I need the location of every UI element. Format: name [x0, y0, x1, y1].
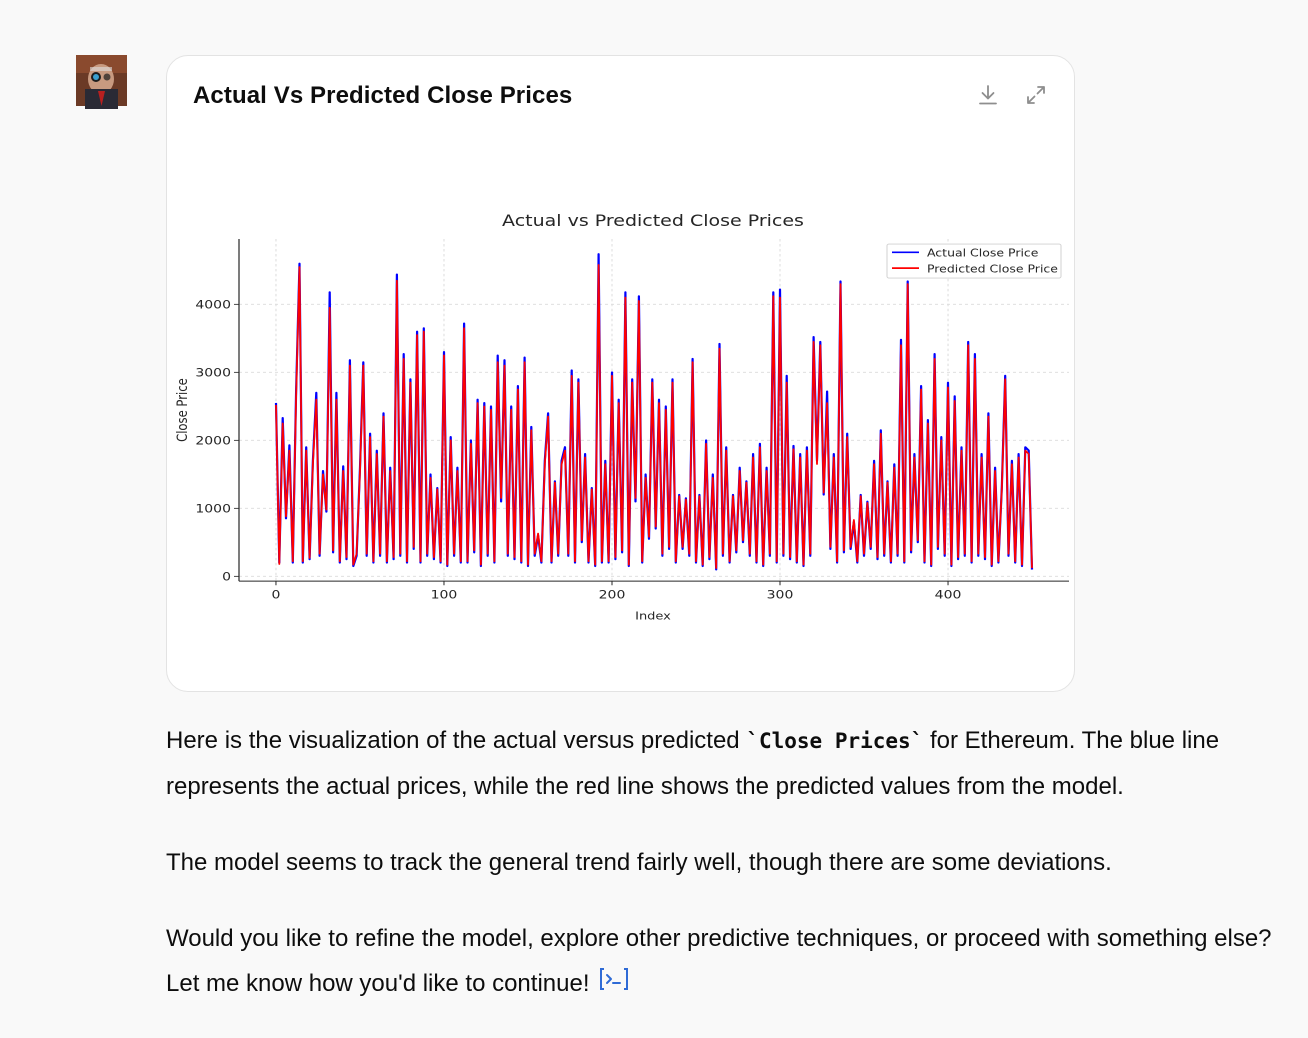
- y-tick-label: 1000: [195, 502, 231, 517]
- x-tick-label: 200: [598, 588, 626, 603]
- code-source-icon: [598, 966, 630, 992]
- avatar: [76, 55, 127, 106]
- y-tick-label: 0: [222, 570, 231, 585]
- chart-legend: [887, 244, 1061, 278]
- x-tick-label: 0: [271, 588, 281, 603]
- chart-card: [166, 55, 1075, 692]
- download-button[interactable]: [973, 80, 1003, 110]
- y-tick-label: 2000: [195, 434, 231, 449]
- chart-title: Actual vs Predicted Close Prices: [502, 212, 804, 231]
- x-tick-label: 100: [430, 588, 458, 603]
- series-line-predicted: [276, 265, 1032, 568]
- p1-text-start: Here is the visualization of the actual versus predicted: [166, 727, 747, 754]
- code-source-button[interactable]: [598, 962, 630, 1007]
- x-ticks: [272, 581, 962, 602]
- chart-series: [276, 254, 1032, 570]
- y-axis-label: Close Price: [175, 378, 192, 442]
- message-paragraph-2: The model seems to track the general trend fairly well, though there are some deviations.: [166, 849, 1112, 876]
- line-chart: [167, 166, 1074, 622]
- x-tick-label: 300: [766, 588, 794, 603]
- avatar-image: [76, 55, 127, 106]
- message-paragraph-3: [166, 916, 1276, 1007]
- legend-label-actual: Actual Close Price: [926, 246, 1039, 260]
- x-tick-label: 400: [934, 588, 962, 603]
- p3-text: Would you like to refine the model, explore other predictive techniques, or proceed with something else? Let me know how you'd like to continue!: [166, 925, 1272, 997]
- x-axis-label: Index: [635, 609, 671, 622]
- p1-text-end: for Ethereum. The blue line represents the actual prices, while the red line shows the predicted values from the model.: [166, 727, 1220, 800]
- expand-button[interactable]: [1021, 80, 1051, 110]
- message-paragraph-1: [166, 718, 1276, 809]
- y-ticks: [195, 299, 239, 585]
- y-tick-label: 4000: [195, 298, 231, 313]
- download-icon: [976, 83, 1000, 107]
- assistant-message: [166, 718, 1276, 1038]
- card-title: Actual Vs Predicted Close Prices: [193, 82, 573, 109]
- legend-label-predicted: Predicted Close Price: [926, 262, 1058, 275]
- inline-code: `Close Prices`: [746, 729, 924, 753]
- expand-icon: [1024, 83, 1048, 107]
- y-tick-label: 3000: [195, 366, 231, 381]
